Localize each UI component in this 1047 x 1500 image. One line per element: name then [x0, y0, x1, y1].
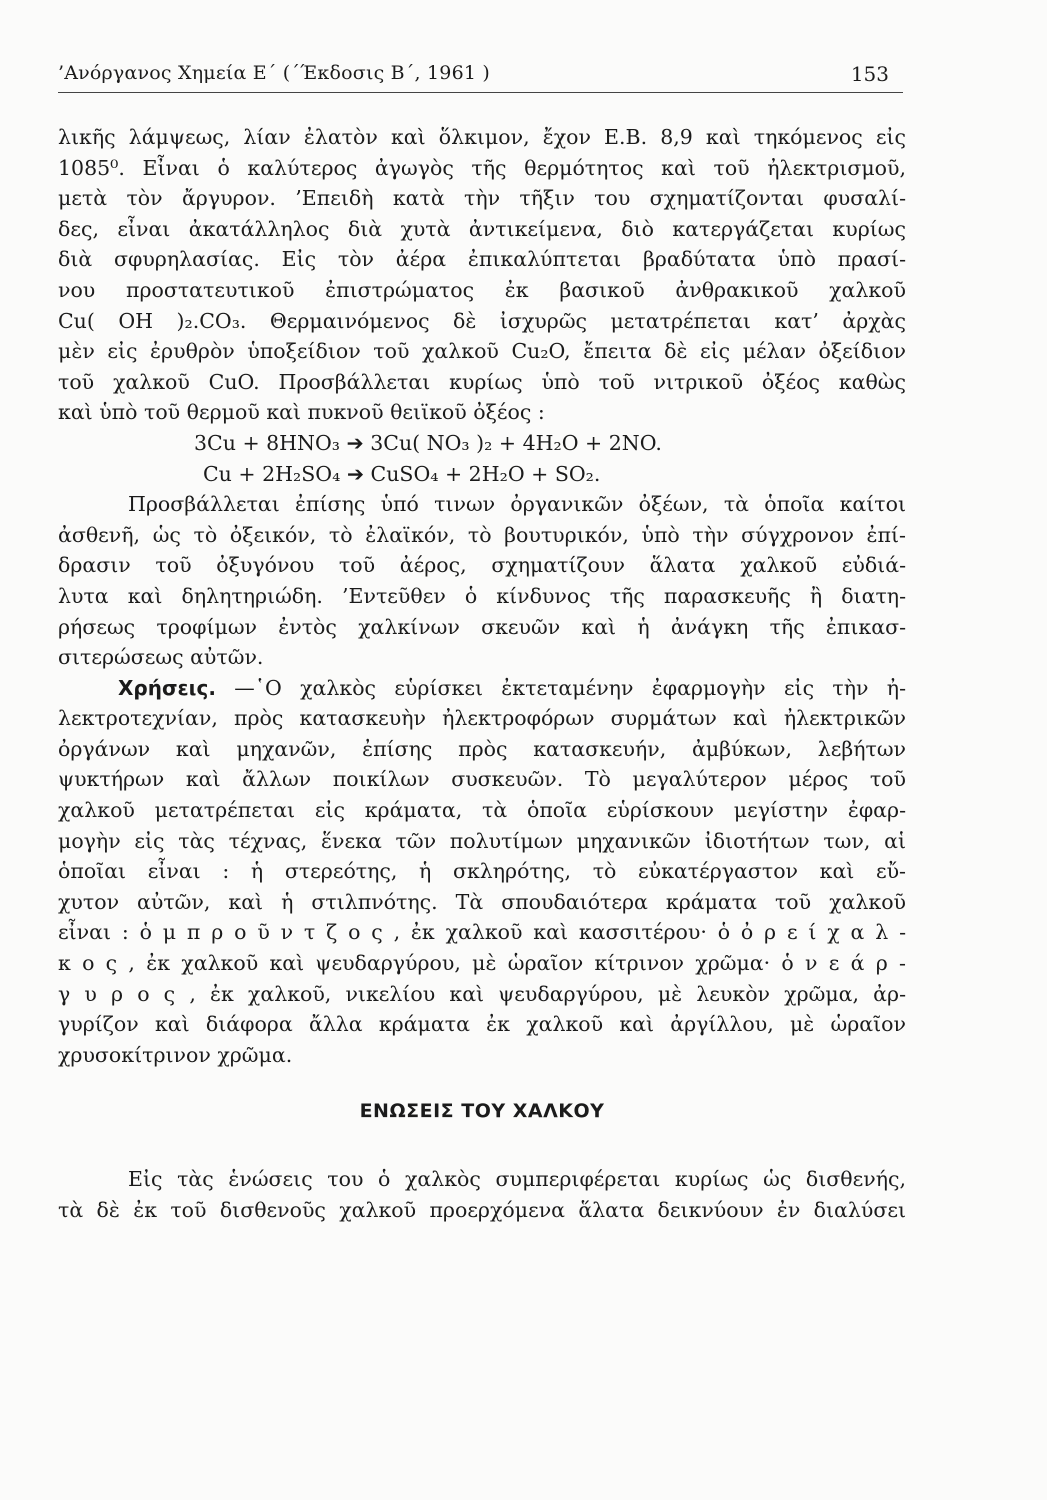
text-line: ὁποῖαι εἶναι : ἡ στερεότης, ἡ σκληρότης, τὸ εὐκατέργαστον καὶ εὔ-	[58, 859, 906, 884]
text-line: χαλκοῦ μετατρέπεται εἰς κράματα, τὰ ὁποῖα εὑρίσκουν μεγίστην ἐφαρ-	[58, 798, 906, 823]
text-line: ρήσεως τροφίμων ἐντὸς χαλκίνων σκευῶν καὶ ἡ ἀνάγκη τῆς ἐπικασ-	[58, 614, 906, 639]
text-line: λεκτροτεχνίαν, πρὸς κατασκευὴν ἠλεκτροφόρων συρμάτων καὶ ἠλεκτρικῶν	[58, 706, 906, 731]
text-line: δες, εἶναι ἀκατάλληλος διὰ χυτὰ ἀντικείμενα, διὸ κατεργάζεται κυρίως	[58, 216, 906, 241]
section-heading: ΕΝΩΣΕΙΣ ΤΟΥ ΧΑΛΚΟΥ	[359, 1100, 605, 1123]
text-line: τοῦ χαλκοῦ CuO. Προσβάλλεται κυρίως ὑπὸ τοῦ νιτρικοῦ ὀξέος καθὼς	[58, 369, 906, 394]
text-line: ὀργάνων καὶ μηχανῶν, ἐπίσης πρὸς κατασκευήν, ἀμβύκων, λεβήτων	[58, 736, 906, 761]
equation-nitric-acid: 3Cu + 8HNO₃ ➔ 3Cu( NO₃ )₂ + 4H₂O + 2NO.	[194, 430, 662, 455]
equation-sulfuric-acid: Cu + 2H₂SO₄ ➔ CuSO₄ + 2H₂O + SO₂.	[203, 461, 601, 486]
text-line: ἀσθενῆ, ὡς τὸ ὀξεικόν, τὸ ἐλαϊκόν, τὸ βουτυρικόν, ὑπὸ τὴν σύγχρονον ἐπί-	[58, 522, 906, 547]
paragraph-properties	[58, 122, 906, 428]
paragraph-uses	[58, 673, 906, 1071]
text-line: νου προστατευτικοῦ ἐπιστρώματος ἐκ βασικοῦ ἀνθρακικοῦ χαλκοῦ	[58, 277, 906, 302]
text-line: ψυκτήρων καὶ ἄλλων ποικίλων συσκευῶν. Τὸ μεγαλύτερον μέρος τοῦ	[58, 767, 906, 792]
text-line: χρυσοκίτρινον χρῶμα.	[58, 1042, 293, 1067]
uses-label: Χρήσεις.	[118, 675, 216, 700]
text-line: καὶ ὑπὸ τοῦ θερμοῦ καὶ πυκνοῦ θειϊκοῦ ὀξέος :	[58, 400, 545, 425]
text-line: γυρίζον καὶ διάφορα ἄλλα κράματα ἐκ χαλκοῦ καὶ ἀργίλλου, μὲ ὡραῖον	[58, 1012, 906, 1037]
text-line: σιτερώσεως αὐτῶν.	[58, 645, 264, 670]
text-line: εἶναι : ὁ μ π ρ ο ῦ ν τ ζ ο ς , ἐκ χαλκοῦ καὶ κασσιτέρου· ὁ ὀ ρ ε ί χ α λ -	[58, 920, 906, 945]
text-line: κ ο ς , ἐκ χαλκοῦ καὶ ψευδαργύρου, μὲ ὡραῖον κίτρινον χρῶμα· ὁ ν ε ά ρ -	[58, 951, 906, 976]
text-line: μὲν εἰς ἐρυθρὸν ὑποξείδιον τοῦ χαλκοῦ Cu₂O, ἔπειτα δὲ εἰς μέλαν ὀξείδιον	[58, 339, 906, 364]
page-number: 153	[850, 62, 889, 86]
text-line: Cu( OH )₂.CO₃. Θερμαινόμενος δὲ ἰσχυρῶς μετατρέπεται κατ’ ἀρχὰς	[58, 308, 906, 333]
text-line: χυτον αὐτῶν, καὶ ἡ στιλπνότης. Τὰ σπουδαιότερα κράματα τοῦ χαλκοῦ	[58, 889, 906, 914]
body-text	[58, 122, 906, 1226]
text-line: λυτα καὶ δηλητηριώδη. ’Εντεῦθεν ὁ κίνδυνος τῆς παρασκευῆς ἢ διατη-	[58, 583, 906, 608]
text-line: Προσβάλλεται ἐπίσης ὑπό τινων ὀργανικῶν ὀξέων, τὰ ὁποῖα καίτοι	[128, 492, 906, 517]
text-line: δρασιν τοῦ ὀξυγόνου τοῦ ἀέρος, σχηματίζουν ἅλατα χαλκοῦ εὐδιά-	[58, 553, 906, 578]
uses-first-line	[58, 673, 906, 704]
text-line: μογὴν εἰς τὰς τέχνας, ἕνεκα τῶν πολυτίμων μηχανικῶν ἰδιοτήτων των, αἱ	[58, 828, 906, 853]
uses-first-line-text: —῾Ο χαλκὸς εὑρίσκει ἐκτεταμένην ἐφαρμογὴν εἰς τὴν ἠ-	[234, 675, 906, 700]
paragraph-organic-acids	[58, 489, 906, 673]
text-line: μετὰ τὸν ἄργυρον. ’Επειδὴ κατὰ τὴν τῆξιν του σχηματίζονται φυσαλί-	[58, 186, 906, 211]
running-title: ’Ανόργανος Χημεία Ε΄ (΄Έκδοσις Β΄, 1961 )	[58, 62, 491, 84]
text-line: λικῆς λάμψεως, λίαν ἐλατὸν καὶ ὅλκιμον, ἔχον Ε.Β. 8,9 καὶ τηκόμενος εἰς	[58, 125, 906, 149]
page-header	[58, 62, 903, 93]
text-line: τὰ δὲ ἐκ τοῦ δισθενοῦς χαλκοῦ προερχόμενα ἅλατα δεικνύουν ἐν διαλύσει	[58, 1198, 906, 1222]
text-line: διὰ σφυρηλασίας. Εἰς τὸν ἀέρα ἐπικαλύπτεται βραδύτατα ὑπὸ πρασί-	[58, 247, 906, 272]
paragraph-compounds	[58, 1164, 906, 1225]
text-line: Εἰς τὰς ἑνώσεις του ὁ χαλκὸς συμπεριφέρεται κυρίως ὡς δισθενής,	[128, 1167, 906, 1192]
chemical-equations	[58, 428, 906, 489]
text-line: 1085⁰. Εἶναι ὁ καλύτερος ἀγωγὸς τῆς θερμότητος καὶ τοῦ ἠλεκτρισμοῦ,	[58, 155, 906, 180]
text-line: γ υ ρ ο ς , ἐκ χαλκοῦ, νικελίου καὶ ψευδαργύρου, μὲ λευκὸν χρῶμα, ἀρ-	[58, 981, 906, 1006]
